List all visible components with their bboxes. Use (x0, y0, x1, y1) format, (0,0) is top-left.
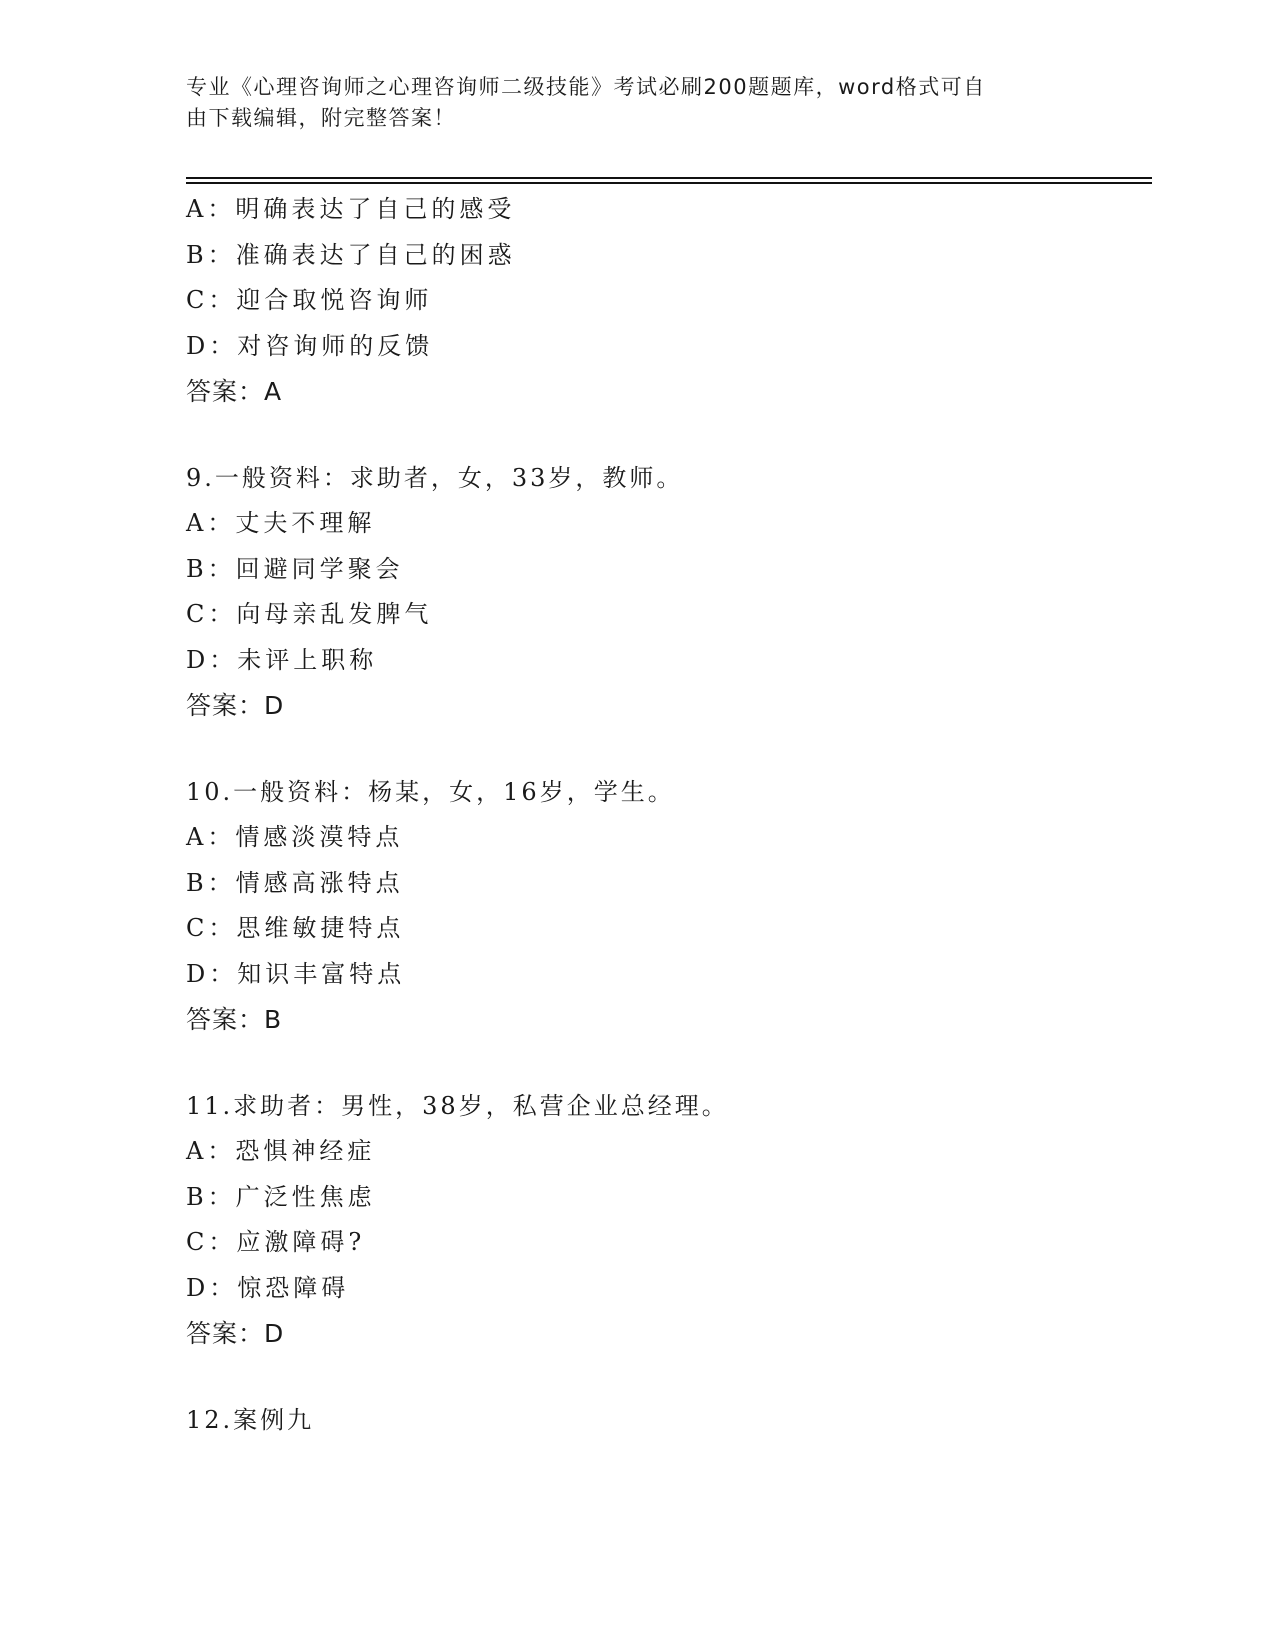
option-c: C：迎合取悦咨询师 (186, 286, 433, 314)
question-block-9 (186, 456, 1146, 729)
option-d: D：惊恐障碍 (186, 1273, 350, 1302)
answer-line: 答案：B (186, 1005, 283, 1034)
header-divider-bottom (186, 182, 1152, 184)
spacer (186, 1357, 1146, 1398)
option-b: B：回避同学聚会 (186, 554, 404, 583)
option-d: D：知识丰富特点 (186, 959, 406, 988)
question-block-11 (186, 1084, 1146, 1357)
header-line-2: 由下载编辑，附完整答案！ (186, 106, 456, 130)
question-title: 9.一般资料：求助者，女，33岁，教师。 (186, 463, 684, 492)
spacer (186, 415, 1146, 456)
option-b: B：广泛性焦虑 (186, 1182, 376, 1211)
header-divider-top (186, 177, 1152, 179)
question-title: 11.求助者：男性，38岁，私营企业总经理。 (186, 1091, 729, 1120)
answer-line: 答案：A (186, 377, 283, 406)
header-line-1: 专业《心理咨询师之心理咨询师二级技能》考试必刷200题题库，word格式可自 (186, 75, 986, 99)
document-header (186, 72, 1066, 134)
question-list (186, 187, 1146, 1443)
answer-line: 答案：D (186, 1319, 285, 1348)
question-title: 12.案例九 (186, 1405, 315, 1434)
option-a: A：恐惧神经症 (186, 1137, 376, 1165)
option-b: B：情感高涨特点 (186, 868, 404, 897)
question-block-12 (186, 1398, 1146, 1444)
option-d: D：对咨询师的反馈 (186, 331, 434, 360)
option-a: A：明确表达了自己的感受 (186, 195, 516, 223)
question-block-10 (186, 770, 1146, 1043)
answer-line: 答案：D (186, 691, 285, 720)
spacer (186, 729, 1146, 770)
option-a: A：丈夫不理解 (186, 509, 376, 537)
option-a: A：情感淡漠特点 (186, 823, 404, 851)
question-title: 10.一般资料：杨某，女，16岁，学生。 (186, 777, 675, 806)
option-c: C：思维敏捷特点 (186, 914, 405, 942)
question-block-8 (186, 187, 1146, 415)
option-c: C：应激障碍? (186, 1228, 366, 1256)
spacer (186, 1043, 1146, 1084)
option-c: C：向母亲乱发脾气 (186, 600, 433, 628)
option-d: D：未评上职称 (186, 645, 378, 674)
option-b: B：准确表达了自己的困惑 (186, 240, 516, 269)
